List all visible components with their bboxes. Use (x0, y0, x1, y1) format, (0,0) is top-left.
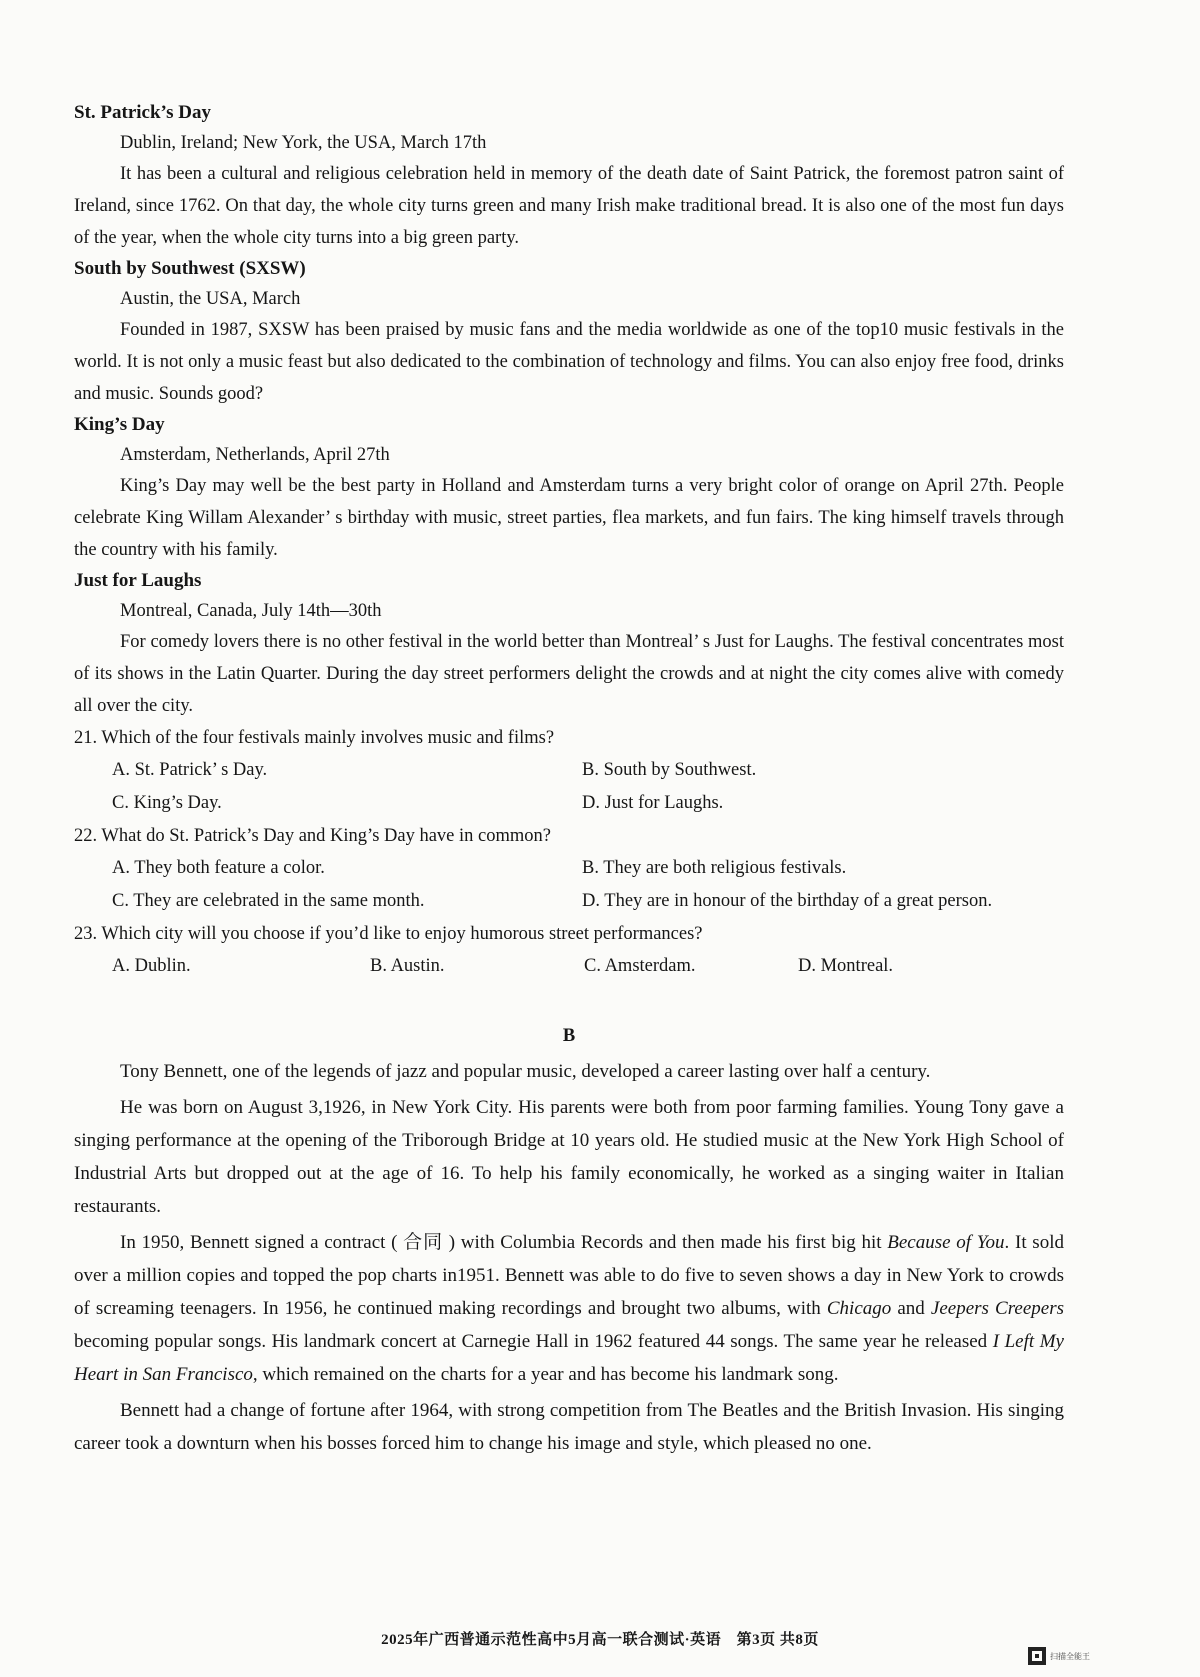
festival-location: Austin, the USA, March (120, 289, 301, 309)
passage-paragraph (74, 1226, 1064, 1391)
song-title: Jeepers Creepers (930, 1298, 1064, 1319)
passage-text: and (891, 1298, 931, 1319)
option-b[interactable]: B. Austin. (370, 956, 445, 976)
passage-text: becoming popular songs. His landmark concert at Carnegie Hall in 1962 featured 44 songs. The same year he released (74, 1331, 993, 1352)
festival-title: South by Southwest (SXSW) (74, 258, 306, 279)
passage-paragraph: Bennett had a change of fortune after 1964, with strong competition from The Beatles and the British Invasion. His singing career took a downturn when his bosses forced him to change his image and style, which pleased no one. (74, 1400, 1064, 1454)
festival-description: King’s Day may well be the best party in Holland and Amsterdam turns a very bright color of orange on April 27th. People celebrate King Willam Alexander’ s birthday with music, street parties, flea markets, and fun fairs. The king himself travels through the country with his family. (74, 476, 1064, 560)
festival-title: Just for Laughs (74, 570, 202, 591)
option-d[interactable]: D. They are in honour of the birthday of a great person. (582, 891, 993, 911)
question-21 (74, 722, 1064, 820)
question-stem: 23. Which city will you choose if you’d like to enjoy humorous street performances? (74, 924, 703, 944)
passage-text: , which remained on the charts for a year and has become his landmark song. (252, 1364, 839, 1385)
qr-code-icon (1028, 1647, 1046, 1665)
question-23 (74, 918, 1064, 983)
passage-paragraph: Tony Bennett, one of the legends of jazz and popular music, developed a career lasting over half a century. (120, 1061, 931, 1082)
question-options (74, 950, 1064, 983)
passage-text: In 1950, Bennett signed a contract ( 合同 ) with Columbia Records and then made his first big hit (120, 1232, 888, 1253)
song-title: Chicago (826, 1298, 892, 1319)
festival-just-for-laughs (74, 566, 1064, 722)
option-c[interactable]: C. They are celebrated in the same month. (112, 891, 425, 911)
passage-paragraph: He was born on August 3,1926, in New York City. His parents were both from poor farming families. Young Tony gave a singing performance at the opening of the Triborough Bridge at 10 years old. He studied music at the New York High School of Industrial Arts but dropped out at the age of 16. To help his family economically, he worked as a singing waiter in Italian restaurants. (74, 1097, 1064, 1217)
page-footer: 2025年广西普通示范性高中5月高一联合测试·英语 第3页 共8页 (381, 1632, 819, 1648)
festival-description: For comedy lovers there is no other festival in the world better than Montreal’ s Just for Laughs. The festival concentrates most of its shows in the Latin Quarter. During the day street performers delight the crowds and at night the city comes alive with comedy all over the city. (74, 632, 1064, 716)
option-a[interactable]: A. St. Patrick’ s Day. (112, 760, 268, 780)
festival-kings-day (74, 410, 1064, 566)
question-22 (74, 820, 1064, 918)
option-a[interactable]: A. Dublin. (112, 956, 191, 976)
song-title: Because of You (887, 1232, 1005, 1253)
festival-description: It has been a cultural and religious celebration held in memory of the death date of Saint Patrick, the foremost patron saint of Ireland, since 1762. On that day, the whole city turns green and many Irish make traditional bread. It is also one of the most fun days of the year, when the whole city turns into a big green party. (74, 164, 1064, 248)
exam-page (74, 98, 1064, 1460)
passage-text: . It sold over a million copies and topped the pop charts in1951. Bennett was able to do five to seven shows a day in New York to crowds of screaming teenagers. In 1956, he continued making recordings and brought two albums, with (74, 1232, 1064, 1319)
festival-title: King’s Day (74, 414, 165, 435)
question-stem: 21. Which of the four festivals mainly involves music and films? (74, 728, 555, 748)
song-title: I Left My Heart in San Francisco (74, 1331, 1064, 1385)
option-b[interactable]: B. South by Southwest. (582, 760, 757, 780)
festival-title: St. Patrick’s Day (74, 102, 212, 123)
festival-description: Founded in 1987, SXSW has been praised by music fans and the media worldwide as one of the top10 music festivals in the world. It is not only a music feast but also dedicated to the combination of technology and films. You can also enjoy free food, drinks and music. Sounds good? (74, 320, 1064, 404)
question-stem: 22. What do St. Patrick’s Day and King’s Day have in common? (74, 826, 551, 846)
option-b[interactable]: B. They are both religious festivals. (582, 858, 847, 878)
scan-badge (1028, 1645, 1168, 1667)
festival-sxsw (74, 254, 1064, 410)
option-c[interactable]: C. King’s Day. (112, 793, 222, 813)
option-c[interactable]: C. Amsterdam. (584, 956, 696, 976)
option-a[interactable]: A. They both feature a color. (112, 858, 325, 878)
option-d[interactable]: D. Just for Laughs. (582, 793, 724, 813)
festival-location: Dublin, Ireland; New York, the USA, March 17th (120, 133, 487, 153)
festival-location: Amsterdam, Netherlands, April 27th (120, 445, 390, 465)
festival-st-patricks (74, 98, 1064, 254)
question-options (74, 852, 1064, 918)
question-options (74, 754, 1064, 820)
scan-badge-text: 扫描全能王 (1050, 1651, 1090, 1661)
section-heading: B (562, 1026, 576, 1046)
option-d[interactable]: D. Montreal. (798, 956, 894, 976)
festival-location: Montreal, Canada, July 14th—30th (120, 601, 382, 621)
